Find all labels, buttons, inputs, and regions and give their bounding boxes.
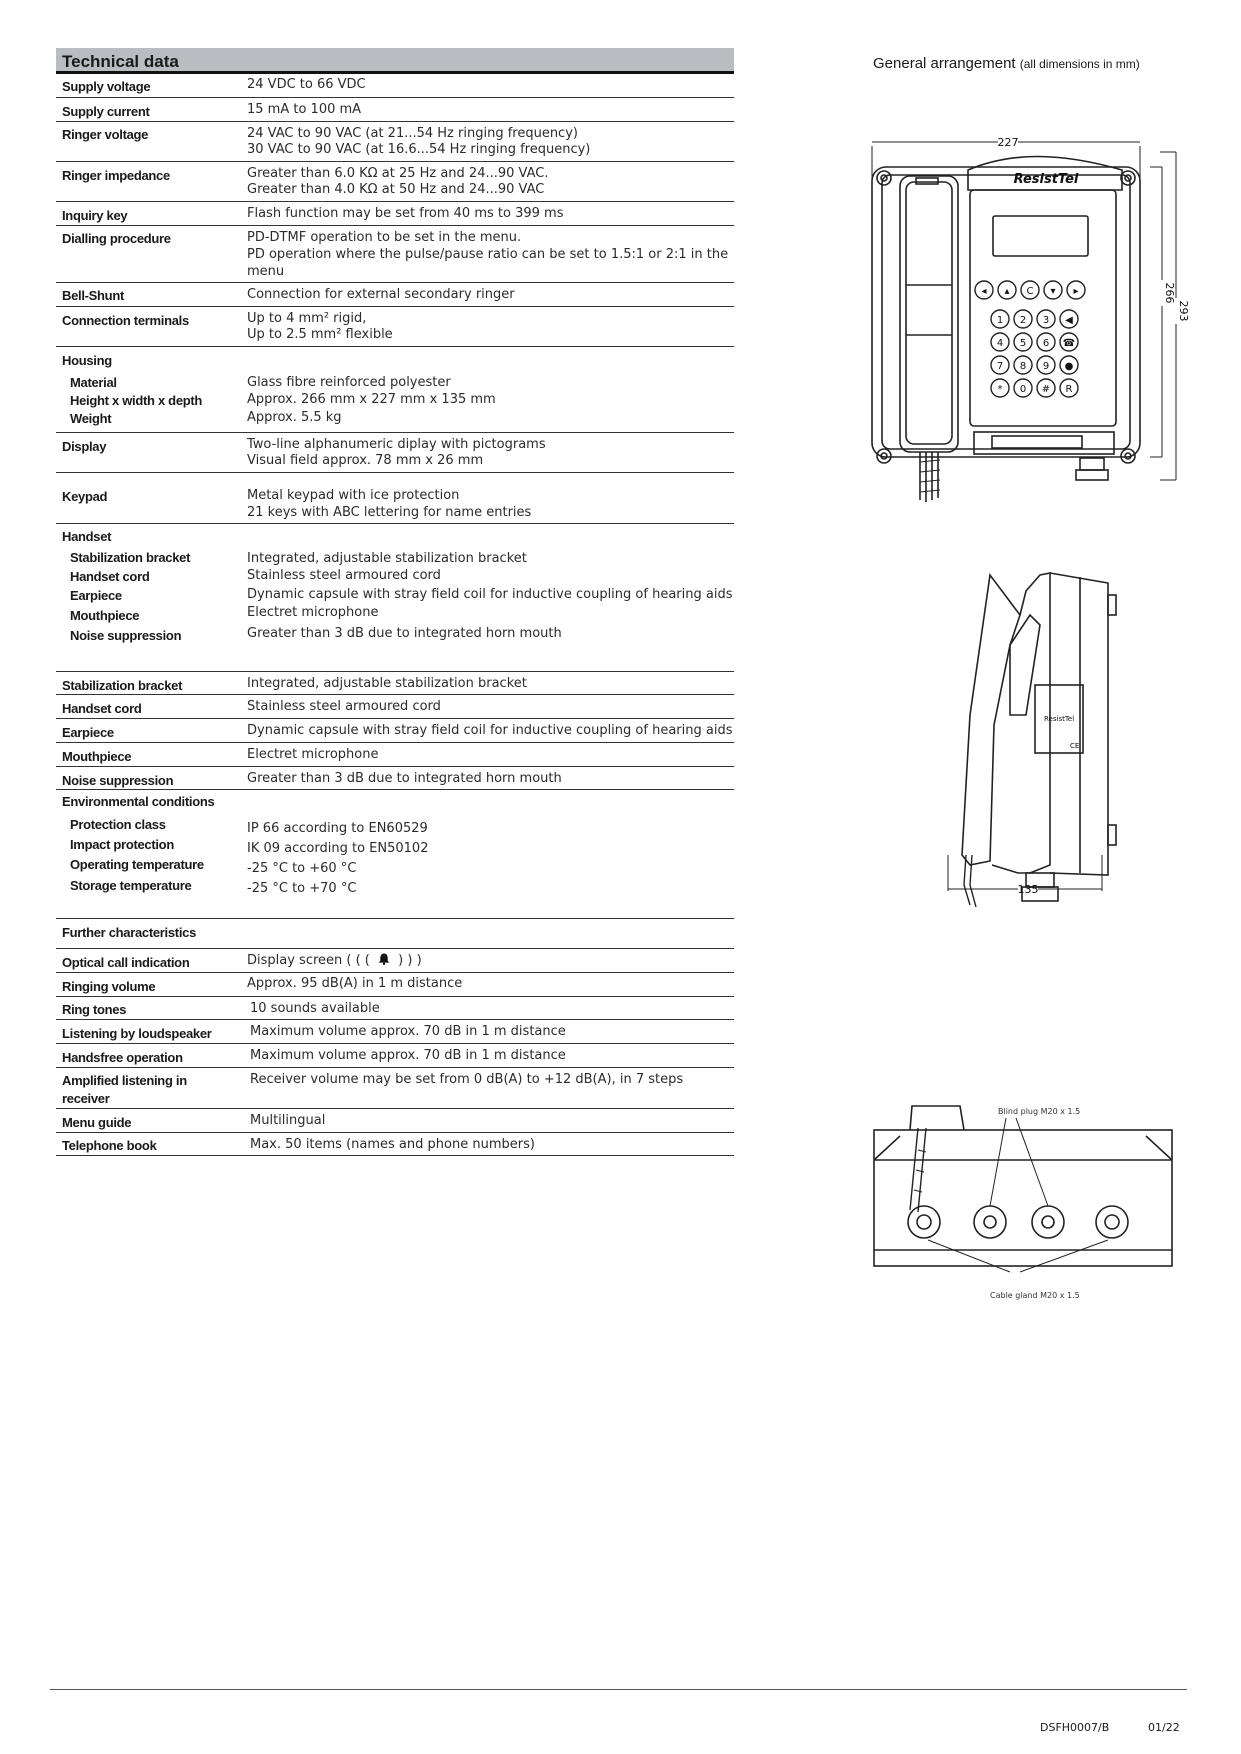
row-label: Handset cord: [62, 701, 142, 716]
row-value: Visual field approx. 78 mm x 26 mm: [247, 453, 484, 468]
toggle-icon: ●: [1064, 361, 1074, 372]
row-housing: [56, 347, 734, 433]
row-label: Handsfree operation: [62, 1050, 183, 1065]
row-value: -25 °C to +70 °C: [247, 881, 357, 896]
key-8: 8: [1019, 361, 1027, 372]
key-4: 4: [996, 338, 1004, 349]
dim-width: 227: [997, 136, 1019, 149]
row-handset-cord: [56, 695, 734, 719]
row-value: Flash function may be set from 40 ms to 399 ms: [247, 206, 564, 221]
side-view-drawing: [930, 555, 1130, 945]
key-9: 9: [1042, 361, 1050, 372]
row-ring-tones: [56, 997, 734, 1020]
blind-plug-label: Blind plug M20 x 1.5: [998, 1107, 1081, 1116]
row-value: Dynamic capsule with stray field coil for inductive coupling of hearing aids: [247, 587, 733, 602]
row-label: Handset: [62, 529, 112, 544]
row-label: Ringer voltage: [62, 127, 149, 142]
row-value: Integrated, adjustable stabilization bracket: [247, 676, 527, 691]
row-sublabel: Height x width x depth: [70, 393, 203, 408]
row-optical-call-indication: [56, 949, 734, 973]
row-value: menu: [247, 264, 285, 279]
row-sublabel: Material: [70, 375, 117, 390]
row-ringing-volume: [56, 973, 734, 997]
row-value: IP 66 according to EN60529: [247, 821, 428, 836]
row-label: Amplified listening in: [62, 1073, 187, 1088]
row-amplified-listening: [56, 1068, 734, 1109]
key-star: *: [997, 384, 1003, 395]
row-label: Optical call indication: [62, 955, 190, 970]
row-sublabel: Mouthpiece: [70, 608, 140, 623]
row-sublabel: Operating temperature: [70, 857, 204, 872]
row-label: Inquiry key: [62, 208, 128, 223]
optical-call-suffix: ) ) ): [398, 953, 422, 968]
row-sublabel: Handset cord: [70, 569, 150, 584]
key-0: 0: [1019, 384, 1027, 395]
row-value: Approx. 5.5 kg: [247, 410, 342, 425]
row-label: Ring tones: [62, 1002, 127, 1017]
hash-icon: #: [1041, 384, 1051, 395]
row-value: Greater than 3 dB due to integrated horn mouth: [247, 771, 562, 786]
ce-mark: CE: [1070, 742, 1080, 750]
row-sublabel: Weight: [70, 411, 112, 426]
row-ringer-impedance: [56, 162, 734, 202]
key-r: R: [1065, 384, 1073, 395]
ga-title-text: General arrangement: [873, 55, 1016, 72]
row-value: PD operation where the pulse/pause ratio can be set to 1.5:1 or 2:1 in the: [247, 247, 729, 262]
side-brand: ResistTel: [1044, 715, 1075, 723]
key-1: 1: [996, 315, 1004, 326]
row-value: Glass fibre reinforced polyester: [247, 375, 451, 390]
row-value: 15 mA to 100 mA: [247, 102, 362, 117]
row-value: [247, 952, 422, 969]
key-3: 3: [1042, 315, 1050, 326]
row-label: Housing: [62, 353, 112, 368]
row-connection-terminals: [56, 307, 734, 347]
row-value: Metal keypad with ice protection: [247, 488, 460, 503]
row-value: Approx. 95 dB(A) in 1 m distance: [247, 976, 463, 991]
row-label: Ringing volume: [62, 979, 156, 994]
row-value: Approx. 266 mm x 227 mm x 135 mm: [247, 392, 496, 407]
row-label: Environmental conditions: [62, 794, 215, 809]
row-value: 10 sounds available: [250, 1001, 380, 1016]
row-value: Connection for external secondary ringer: [247, 287, 515, 302]
row-label: Connection terminals: [62, 313, 189, 328]
key-c: C: [1026, 286, 1034, 297]
row-handsfree-operation: [56, 1044, 734, 1068]
row-value: 21 keys with ABC lettering for name entries: [247, 505, 532, 520]
row-value: Maximum volume approx. 70 dB in 1 m distance: [250, 1024, 566, 1039]
row-value: 30 VAC to 90 VAC (at 16.6...54 Hz ringing frequency): [247, 142, 591, 157]
row-sublabel: Stabilization bracket: [70, 550, 191, 565]
row-menu-guide: [56, 1109, 734, 1133]
row-value: Max. 50 items (names and phone numbers): [250, 1137, 535, 1152]
row-label: Ringer impedance: [62, 168, 170, 183]
row-label: Supply current: [62, 104, 150, 119]
row-label: Earpiece: [62, 725, 114, 740]
row-environmental-conditions: [56, 790, 734, 919]
document-date: 01/22: [1148, 1721, 1180, 1734]
arrow-left-icon: ◂: [981, 286, 987, 297]
row-value: PD-DTMF operation to be set in the menu.: [247, 230, 522, 245]
row-further-characteristics: [56, 919, 734, 949]
row-value: Greater than 3 dB due to integrated horn mouth: [247, 626, 562, 641]
row-label: receiver: [62, 1091, 110, 1106]
row-noise-suppression: [56, 767, 734, 790]
handsfree-icon: ☎: [1062, 338, 1076, 349]
row-handset: [56, 524, 734, 672]
general-arrangement-title: [873, 55, 1140, 72]
bell-icon: [377, 953, 391, 965]
row-mouthpiece: [56, 743, 734, 767]
row-bell-shunt: [56, 283, 734, 307]
brand-logo: ResistTel: [1013, 172, 1079, 187]
key-5: 5: [1019, 338, 1027, 349]
row-keypad: [56, 473, 734, 524]
speaker-icon: ◀: [1065, 315, 1073, 326]
row-value: Up to 2.5 mm² flexible: [247, 327, 393, 342]
row-value: Greater than 6.0 KΩ at 25 Hz and 24...90 VAC.: [247, 166, 549, 181]
row-sublabel: Storage temperature: [70, 878, 192, 893]
row-sublabel: Impact protection: [70, 837, 174, 852]
row-sublabel: Noise suppression: [70, 628, 182, 643]
key-7: 7: [996, 361, 1004, 372]
technical-data-table: [56, 48, 734, 1156]
row-label: Telephone book: [62, 1138, 157, 1153]
row-value: Integrated, adjustable stabilization bracket: [247, 551, 527, 566]
row-value: Maximum volume approx. 70 dB in 1 m distance: [250, 1048, 566, 1063]
row-stabilization-bracket: [56, 672, 734, 695]
cable-gland-label: Cable gland M20 x 1.5: [990, 1291, 1080, 1300]
row-label: Dialling procedure: [62, 231, 171, 246]
row-label: Further characteristics: [62, 925, 196, 940]
arrow-up-icon: ▴: [1004, 286, 1010, 297]
row-label: Supply voltage: [62, 79, 151, 94]
bottom-view-drawing: [870, 1100, 1180, 1305]
front-view-drawing: [860, 130, 1190, 520]
row-value: Stainless steel armoured cord: [247, 568, 441, 583]
row-listening-loudspeaker: [56, 1020, 734, 1044]
row-value: Stainless steel armoured cord: [247, 699, 441, 714]
row-value: Two-line alphanumeric diplay with pictograms: [247, 437, 546, 452]
section-title: Technical data: [56, 48, 734, 74]
row-value: Electret microphone: [247, 605, 379, 620]
row-label: Keypad: [62, 489, 108, 504]
row-label: Menu guide: [62, 1115, 132, 1130]
row-value: Electret microphone: [247, 747, 379, 762]
row-value: Dynamic capsule with stray field coil for inductive coupling of hearing aids: [247, 723, 733, 738]
row-ringer-voltage: [56, 122, 734, 162]
ga-title-note: (all dimensions in mm): [1019, 57, 1140, 71]
row-value: IK 09 according to EN50102: [247, 841, 429, 856]
row-value: Receiver volume may be set from 0 dB(A) to +12 dB(A), in 7 steps: [250, 1072, 684, 1087]
key-6: 6: [1042, 338, 1050, 349]
row-label: Noise suppression: [62, 773, 174, 788]
row-label: Listening by loudspeaker: [62, 1026, 212, 1041]
row-display: [56, 433, 734, 473]
row-value: 24 VAC to 90 VAC (at 21...54 Hz ringing frequency): [247, 126, 578, 141]
row-label: Stabilization bracket: [62, 678, 183, 693]
row-dialling-procedure: [56, 226, 734, 283]
row-earpiece: [56, 719, 734, 743]
row-sublabel: Protection class: [70, 817, 166, 832]
row-label: Display: [62, 439, 107, 454]
key-2: 2: [1019, 315, 1027, 326]
dim-height-inner: 266: [1163, 282, 1176, 304]
optical-call-prefix: Display screen ( ( (: [247, 953, 370, 968]
arrow-right-icon: ▸: [1073, 286, 1079, 297]
row-value: Multilingual: [250, 1113, 326, 1128]
footer-rule: [50, 1689, 1187, 1690]
document-number: DSFH0007/B: [1040, 1721, 1110, 1734]
dim-depth: 135: [1017, 883, 1039, 896]
dim-height-outer: 293: [1177, 300, 1190, 322]
row-value: Up to 4 mm² rigid,: [247, 311, 367, 326]
row-telephone-book: [56, 1133, 734, 1156]
row-label: Mouthpiece: [62, 749, 132, 764]
row-value: -25 °C to +60 °C: [247, 861, 357, 876]
row-value: 24 VDC to 66 VDC: [247, 77, 366, 92]
arrow-down-icon: ▾: [1050, 286, 1056, 297]
row-value: Greater than 4.0 KΩ at 50 Hz and 24...90 VAC: [247, 182, 545, 197]
row-sublabel: Earpiece: [70, 588, 122, 603]
row-inquiry-key: [56, 202, 734, 226]
row-label: Bell-Shunt: [62, 288, 124, 303]
row-supply-current: [56, 98, 734, 122]
row-supply-voltage: [56, 74, 734, 98]
